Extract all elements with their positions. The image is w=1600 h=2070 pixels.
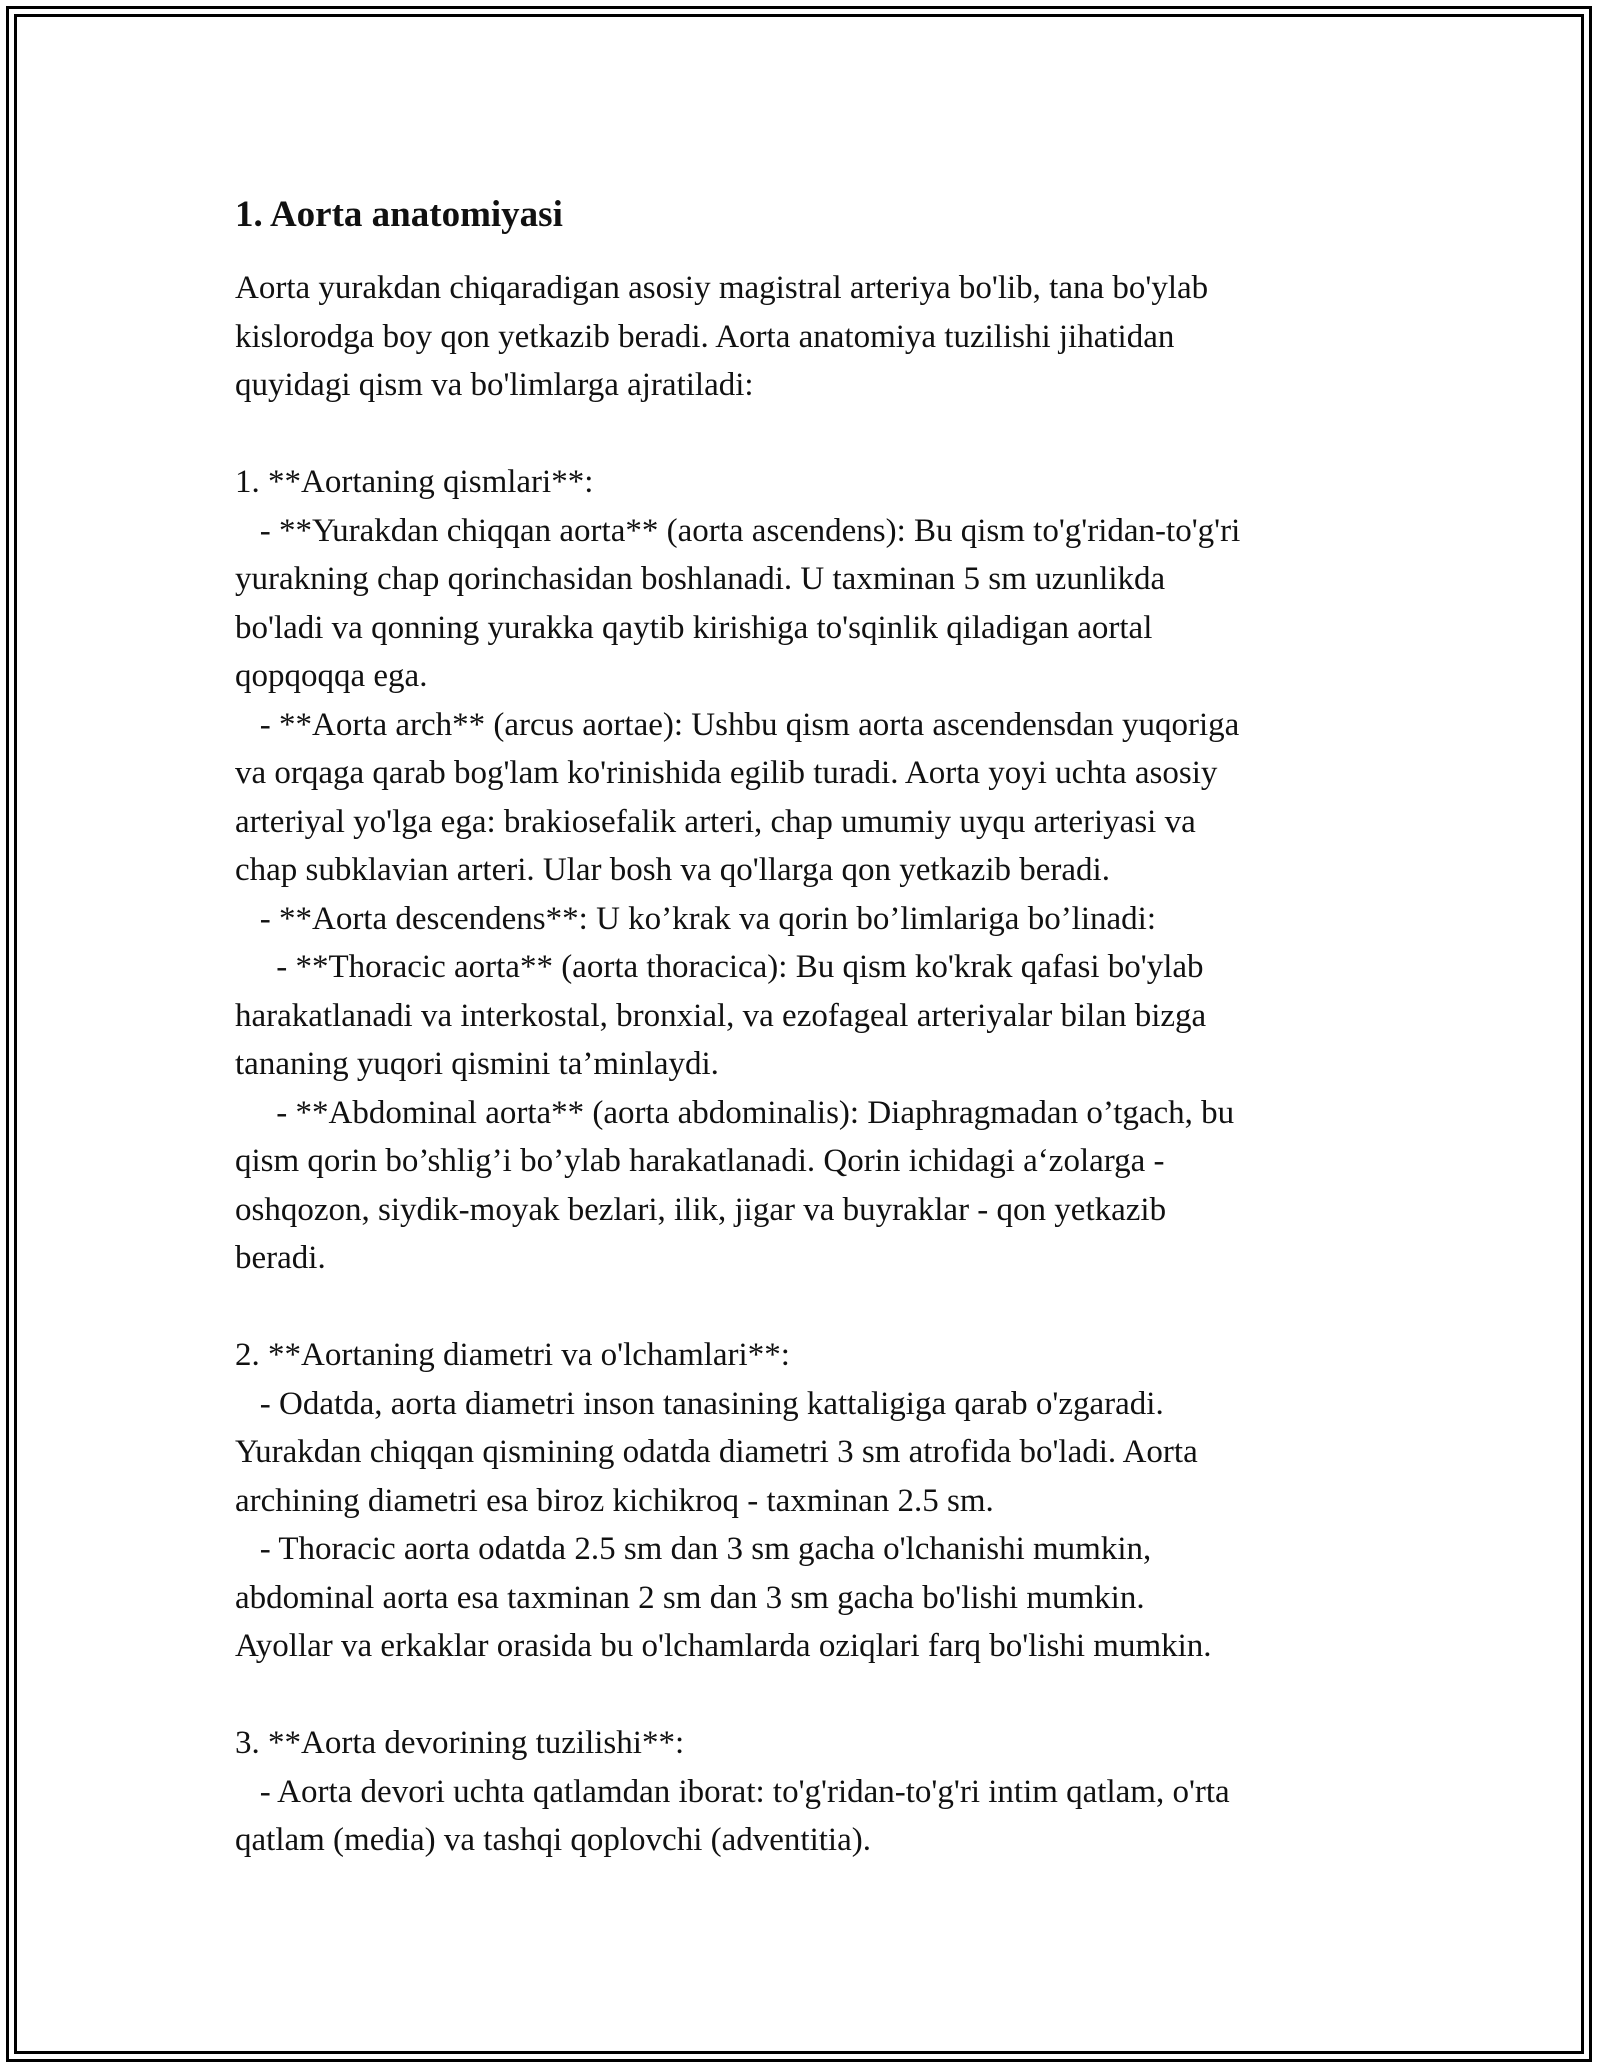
text-line: - **Aorta descendens**: U ko’krak va qorin bo’limlariga bo’linadi: <box>235 900 1157 937</box>
blank-line <box>235 1283 1370 1332</box>
blank-line <box>235 1671 1370 1720</box>
document-title: 1. Aorta anatomiyasi <box>235 194 563 235</box>
text-line: archining diametri esa biroz kichikroq - taxminan 2.5 sm. <box>235 1482 994 1519</box>
text-line: abdominal aorta esa taxminan 2 sm dan 3 sm gacha bo'lishi mumkin. <box>235 1579 1145 1616</box>
text-line: va orqaga qarab bog'lam ko'rinishida egilib turadi. Aorta yoyi uchta asosiy <box>235 755 1218 791</box>
text-line: - **Yurakdan chiqqan aorta** (aorta ascendens): Bu qism to'g'ridan-to'g'ri <box>235 512 1241 549</box>
text-line: bo'ladi va qonning yurakka qaytib kirishiga to'sqinlik qiladigan aortal <box>235 609 1153 646</box>
text-line: - **Thoracic aorta** (aorta thoracica): Bu qism ko'krak qafasi bo'ylab <box>235 949 1204 985</box>
text-line: Ayollar va erkaklar orasida bu o'lchamlarda oziqlari farq bo'lishi mumkin. <box>235 1628 1212 1664</box>
text-line: oshqozon, siydik-moyak bezlari, ilik, jigar va buyraklar - qon yetkazib <box>235 1191 1167 1228</box>
text-line: - Aorta devori uchta qatlamdan iborat: to'g'ridan-to'g'ri intim qatlam, o'rta <box>235 1773 1230 1810</box>
text-line: 1. **Aortaning qismlari**: <box>235 464 594 500</box>
text-line: arteriyal yo'lga ega: brakiosefalik arteri, chap umumiy uyqu arteriyasi va <box>235 803 1196 840</box>
text-line: harakatlanadi va interkostal, bronxial, va ezofageal arteriyalar bilan bizga <box>235 997 1207 1034</box>
blank-line <box>235 410 1370 459</box>
text-line: - **Abdominal aorta** (aorta abdominalis): Diaphragmadan o’tgach, bu <box>235 1094 1235 1131</box>
text-line: qopqoqqa ega. <box>235 658 428 694</box>
text-line: - Odatda, aorta diametri inson tanasining kattaligiga qarab o'zgaradi. <box>235 1385 1164 1422</box>
text-line: beradi. <box>235 1240 326 1276</box>
text-line: - Thoracic aorta odatda 2.5 sm dan 3 sm gacha o'lchanishi mumkin, <box>235 1531 1152 1567</box>
text-line: 2. **Aortaning diametri va o'lchamlari**: <box>235 1337 790 1373</box>
text-line: chap subklavian arteri. Ular bosh va qo'llarga qon yetkazib beradi. <box>235 852 1110 888</box>
text-line: tananing yuqori qismini ta’minlaydi. <box>235 1046 719 1082</box>
text-line: yurakning chap qorinchasidan boshlanadi. U taxminan 5 sm uzunlikda <box>235 561 1166 597</box>
text-line: - **Aorta arch** (arcus aortae): Ushbu qism aorta ascendensdan yuqoriga <box>235 706 1240 743</box>
text-line: qism qorin bo’shlig’i bo’ylab harakatlanadi. Qorin ichidagi a‘zolarga - <box>235 1143 1165 1179</box>
document-body <box>235 264 1370 1865</box>
text-line: 3. **Aorta devorining tuzilishi**: <box>235 1725 685 1761</box>
text-line: Yurakdan chiqqan qismining odatda diametri 3 sm atrofida bo'ladi. Aorta <box>235 1434 1198 1470</box>
text-line: quyidagi qism va bo'limlarga ajratiladi: <box>235 367 754 403</box>
text-line: qatlam (media) va tashqi qoplovchi (adventitia). <box>235 1822 871 1858</box>
document-page <box>235 180 1370 1865</box>
text-line: Aorta yurakdan chiqaradigan asosiy magistral arteriya bo'lib, tana bo'ylab <box>235 270 1209 306</box>
text-line: kislorodga boy qon yetkazib beradi. Aorta anatomiya tuzilishi jihatidan <box>235 318 1175 355</box>
